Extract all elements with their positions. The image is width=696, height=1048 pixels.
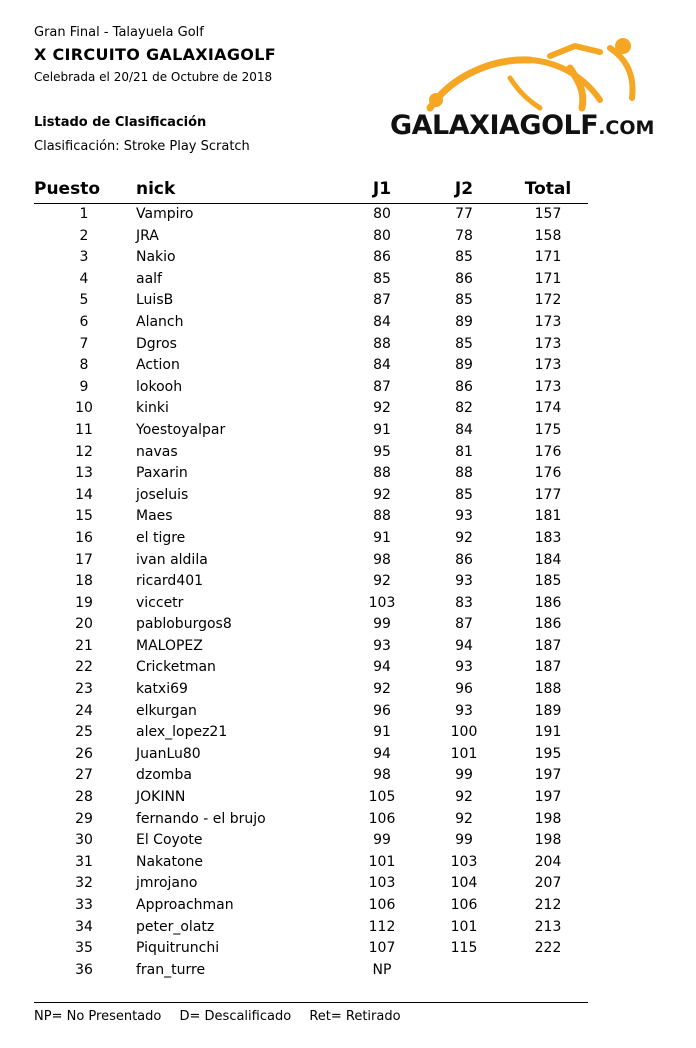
cell-j1: 84 — [373, 313, 391, 330]
table-row — [0, 528, 696, 550]
cell-nick: navas — [136, 443, 178, 460]
table-row — [0, 398, 696, 420]
cell-pos: 21 — [75, 637, 93, 654]
cell-j2: 88 — [455, 465, 473, 482]
cell-j2: 82 — [455, 400, 473, 417]
cell-nick: El Coyote — [136, 832, 203, 849]
cell-pos: 1 — [79, 206, 89, 222]
cell-pos: 36 — [75, 961, 93, 978]
cell-pos: 6 — [79, 313, 89, 330]
cell-total: 187 — [534, 637, 562, 654]
col-header-pos: Puesto — [34, 179, 101, 199]
cell-j1: 92 — [373, 400, 391, 417]
cell-pos: 2 — [79, 227, 89, 244]
table-row — [0, 204, 696, 226]
cell-total: 173 — [534, 313, 562, 330]
legend-np: NP= No Presentado — [34, 1009, 162, 1024]
table-row — [0, 355, 696, 377]
cell-j1: 88 — [373, 508, 391, 525]
cell-nick: el tigre — [136, 529, 186, 546]
table-row — [0, 809, 696, 831]
cell-total: 173 — [534, 378, 562, 395]
cell-nick: MALOPEZ — [136, 637, 203, 654]
cell-j1: 87 — [373, 378, 391, 395]
table-row — [0, 679, 696, 701]
cell-j1: 106 — [368, 897, 396, 913]
table-row — [0, 744, 696, 766]
cell-total: 195 — [534, 745, 562, 762]
cell-pos: 29 — [75, 810, 93, 827]
cell-pos: 14 — [75, 486, 93, 503]
cell-pos: 3 — [79, 249, 89, 266]
cell-j2: 89 — [455, 357, 473, 374]
cell-pos: 27 — [75, 767, 93, 784]
cell-pos: 8 — [79, 357, 89, 374]
cell-j2: 115 — [450, 940, 478, 957]
cell-nick: ivan aldila — [136, 551, 208, 568]
cell-total: 213 — [534, 918, 562, 935]
cell-pos: 35 — [75, 940, 93, 957]
cell-total: 184 — [534, 551, 562, 568]
cell-j1: 88 — [373, 465, 391, 482]
cell-total: 173 — [534, 335, 562, 352]
cell-j2: 93 — [455, 508, 473, 525]
cell-j1: 91 — [373, 421, 391, 438]
cell-pos: 31 — [75, 853, 93, 870]
table-row — [0, 377, 696, 399]
cell-j1: 107 — [368, 940, 396, 957]
table-row — [0, 895, 696, 917]
cell-j1: 86 — [373, 249, 391, 266]
logo-wordmark-main: GALAXIAGOLF — [390, 110, 599, 141]
cell-total: 157 — [534, 206, 562, 222]
table-row — [0, 701, 696, 723]
cell-j1: 98 — [373, 767, 391, 784]
table-row — [0, 269, 696, 291]
cell-pos: 19 — [75, 594, 93, 611]
legend-footer — [34, 1009, 415, 1024]
cell-pos: 23 — [75, 681, 93, 698]
cell-j1: 106 — [368, 810, 396, 827]
cell-nick: katxi69 — [136, 681, 188, 698]
cell-j1: 80 — [373, 206, 391, 222]
event-date: Celebrada el 20/21 de Octubre de 2018 — [34, 70, 273, 84]
cell-j2: 106 — [450, 897, 478, 913]
cell-j1: NP — [372, 961, 392, 978]
cell-nick: dzomba — [136, 767, 192, 784]
cell-j1: 98 — [373, 551, 391, 568]
cell-j1: 88 — [373, 335, 391, 352]
cell-total: 185 — [534, 573, 562, 590]
cell-pos: 25 — [75, 724, 93, 741]
cell-j1: 94 — [373, 745, 391, 762]
cell-pos: 30 — [75, 832, 93, 849]
col-header-j2: J2 — [454, 179, 474, 199]
table-row — [0, 722, 696, 744]
cell-j2: 101 — [450, 745, 478, 762]
cell-pos: 9 — [79, 378, 89, 395]
logo-wordmark-suffix: .COM — [598, 117, 655, 139]
cell-nick: Piquitrunchi — [136, 940, 220, 957]
cell-total: 158 — [534, 227, 562, 244]
cell-pos: 34 — [75, 918, 93, 935]
cell-nick: Cricketman — [136, 659, 216, 676]
cell-j1: 105 — [368, 789, 396, 806]
cell-j1: 99 — [373, 616, 391, 633]
cell-total: 186 — [534, 616, 562, 633]
cell-j1: 103 — [368, 594, 396, 611]
cell-nick: Nakatone — [136, 853, 204, 870]
table-row — [0, 593, 696, 615]
cell-pos: 24 — [75, 702, 93, 719]
cell-pos: 5 — [79, 292, 89, 309]
cell-pos: 15 — [75, 508, 93, 525]
cell-j1: 96 — [373, 702, 391, 719]
col-header-nick: nick — [136, 179, 176, 199]
cell-nick: JRA — [136, 227, 159, 244]
cell-j2: 92 — [455, 810, 473, 827]
cell-j2: 77 — [455, 206, 473, 222]
cell-total: 191 — [534, 724, 562, 741]
cell-j1: 85 — [373, 270, 391, 287]
cell-j2: 86 — [455, 270, 473, 287]
cell-total: 183 — [534, 529, 562, 546]
cell-j1: 93 — [373, 637, 391, 654]
cell-nick: Alanch — [136, 313, 184, 330]
cell-total: 197 — [534, 767, 562, 784]
cell-nick: Nakio — [136, 249, 176, 266]
cell-j1: 95 — [373, 443, 391, 460]
cell-j2: 85 — [455, 486, 473, 503]
classification-table-body — [0, 204, 696, 981]
cell-j1: 92 — [373, 486, 391, 503]
cell-nick: Dgros — [136, 335, 177, 352]
cell-j2: 86 — [455, 551, 473, 568]
cell-total: 174 — [534, 400, 562, 417]
cell-pos: 26 — [75, 745, 93, 762]
legend-ret: Ret= Retirado — [309, 1009, 401, 1024]
cell-nick: viccetr — [136, 594, 184, 611]
event-title: X CIRCUITO GALAXIAGOLF — [34, 45, 276, 64]
cell-pos: 28 — [75, 789, 93, 806]
cell-total: 175 — [534, 421, 562, 438]
table-row — [0, 226, 696, 248]
cell-nick: joseluis — [136, 486, 189, 503]
cell-pos: 11 — [75, 421, 93, 438]
table-row — [0, 312, 696, 334]
cell-nick: jmrojano — [136, 875, 198, 892]
cell-j2: 93 — [455, 702, 473, 719]
table-row — [0, 657, 696, 679]
cell-j2: 103 — [450, 853, 478, 870]
cell-pos: 7 — [79, 335, 89, 352]
cell-pos: 13 — [75, 465, 93, 482]
col-header-j1: J1 — [372, 179, 392, 199]
table-row — [0, 938, 696, 960]
cell-total: 198 — [534, 810, 562, 827]
cell-total: 207 — [534, 875, 562, 892]
cell-j2: 99 — [455, 767, 473, 784]
table-row — [0, 290, 696, 312]
table-header — [0, 179, 696, 203]
cell-nick: Vampiro — [136, 206, 194, 222]
cell-nick: peter_olatz — [136, 918, 215, 935]
cell-nick: alex_lopez21 — [136, 724, 228, 741]
cell-j2: 92 — [455, 789, 473, 806]
table-row — [0, 442, 696, 464]
cell-nick: Paxarin — [136, 465, 188, 482]
cell-pos: 16 — [75, 529, 93, 546]
cell-j2: 86 — [455, 378, 473, 395]
cell-nick: lokooh — [136, 378, 183, 395]
cell-j2: 81 — [455, 443, 473, 460]
table-row — [0, 787, 696, 809]
cell-j2: 85 — [455, 335, 473, 352]
cell-pos: 4 — [79, 270, 89, 287]
cell-j1: 101 — [368, 853, 396, 870]
footer-divider — [34, 1002, 588, 1003]
galaxiagolf-logo — [390, 38, 680, 148]
cell-nick: kinki — [136, 400, 169, 417]
cell-total: 198 — [534, 832, 562, 849]
table-row — [0, 334, 696, 356]
cell-pos: 32 — [75, 875, 93, 892]
cell-j1: 112 — [368, 918, 396, 935]
table-row — [0, 506, 696, 528]
cell-nick: Approachman — [136, 897, 234, 913]
cell-j1: 94 — [373, 659, 391, 676]
cell-total: 177 — [534, 486, 562, 503]
cell-j2: 89 — [455, 313, 473, 330]
cell-j1: 80 — [373, 227, 391, 244]
cell-nick: Action — [136, 357, 180, 374]
cell-nick: aalf — [136, 270, 162, 287]
cell-total: 171 — [534, 270, 562, 287]
cell-j1: 84 — [373, 357, 391, 374]
table-row — [0, 485, 696, 507]
cell-j1: 91 — [373, 724, 391, 741]
cell-pos: 22 — [75, 659, 93, 676]
legend-d: D= Descalificado — [179, 1009, 292, 1024]
cell-j2: 92 — [455, 529, 473, 546]
cell-j2: 99 — [455, 832, 473, 849]
cell-total: 189 — [534, 702, 562, 719]
table-row — [0, 960, 696, 982]
cell-j2: 85 — [455, 249, 473, 266]
table-row — [0, 873, 696, 895]
table-row — [0, 247, 696, 269]
cell-nick: ricard401 — [136, 573, 204, 590]
cell-j1: 87 — [373, 292, 391, 309]
cell-j2: 84 — [455, 421, 473, 438]
cell-pos: 20 — [75, 616, 93, 633]
table-row — [0, 550, 696, 572]
table-row — [0, 420, 696, 442]
table-row — [0, 765, 696, 787]
table-row — [0, 852, 696, 874]
cell-nick: JOKINN — [136, 789, 186, 806]
cell-total: 188 — [534, 681, 562, 698]
classification-type: Clasificación: Stroke Play Scratch — [34, 139, 250, 154]
cell-pos: 17 — [75, 551, 93, 568]
logo-wordmark — [390, 110, 654, 141]
cell-j2: 85 — [455, 292, 473, 309]
cell-total: 181 — [534, 508, 562, 525]
cell-j1: 91 — [373, 529, 391, 546]
list-title: Listado de Clasificación — [34, 115, 207, 130]
cell-j2: 83 — [455, 594, 473, 611]
cell-j2: 94 — [455, 637, 473, 654]
cell-nick: elkurgan — [136, 702, 197, 719]
cell-j2: 78 — [455, 227, 473, 244]
cell-nick: pabloburgos8 — [136, 616, 232, 633]
cell-j2: 87 — [455, 616, 473, 633]
cell-total: 212 — [534, 897, 562, 913]
cell-pos: 10 — [75, 400, 93, 417]
col-header-total: Total — [524, 179, 572, 199]
cell-j2: 100 — [450, 724, 478, 741]
cell-total: 197 — [534, 789, 562, 806]
cell-j2: 93 — [455, 573, 473, 590]
cell-j1: 92 — [373, 681, 391, 698]
table-row — [0, 830, 696, 852]
cell-nick: Yoestoyalpar — [136, 421, 226, 438]
cell-j2: 101 — [450, 918, 478, 935]
cell-total: 186 — [534, 594, 562, 611]
cell-j2: 96 — [455, 681, 473, 698]
cell-total: 173 — [534, 357, 562, 374]
cell-j2: 93 — [455, 659, 473, 676]
cell-pos: 18 — [75, 573, 93, 590]
cell-nick: fran_turre — [136, 961, 206, 978]
cell-j1: 92 — [373, 573, 391, 590]
cell-nick: fernando - el brujo — [136, 810, 266, 827]
cell-total: 176 — [534, 443, 562, 460]
cell-j1: 103 — [368, 875, 396, 892]
cell-nick: Maes — [136, 508, 173, 525]
cell-nick: LuisB — [136, 292, 174, 309]
cell-total: 187 — [534, 659, 562, 676]
golfer-swing-icon — [410, 38, 670, 118]
cell-pos: 33 — [75, 897, 93, 913]
event-subtitle: Gran Final - Talayuela Golf — [34, 25, 204, 40]
cell-total: 172 — [534, 292, 562, 309]
cell-j1: 99 — [373, 832, 391, 849]
cell-total: 171 — [534, 249, 562, 266]
cell-j2: 104 — [450, 875, 478, 892]
cell-pos: 12 — [75, 443, 93, 460]
cell-total: 204 — [534, 853, 562, 870]
cell-total: 222 — [534, 940, 562, 957]
table-row — [0, 463, 696, 485]
table-row — [0, 636, 696, 658]
table-row — [0, 614, 696, 636]
table-row — [0, 917, 696, 939]
cell-nick: JuanLu80 — [136, 745, 201, 762]
cell-total: 176 — [534, 465, 562, 482]
table-row — [0, 571, 696, 593]
